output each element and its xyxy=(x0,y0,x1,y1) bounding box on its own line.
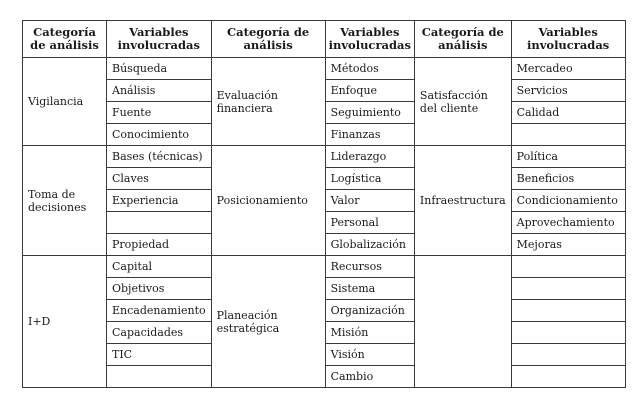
header-category-2: Categoría de análisis xyxy=(211,21,325,58)
variable-cell: Propiedad xyxy=(107,234,212,256)
header-variables-2: Variables involucradas xyxy=(325,21,414,58)
table-row xyxy=(23,58,626,80)
header-row xyxy=(23,21,626,58)
variable-cell xyxy=(107,366,212,388)
variable-cell: Logística xyxy=(325,168,414,190)
variable-cell xyxy=(511,344,625,366)
variable-cell xyxy=(511,300,625,322)
table-row xyxy=(23,256,626,278)
analysis-table xyxy=(22,20,626,388)
category-cell: Satisfacción del cliente xyxy=(414,58,511,146)
variable-cell xyxy=(511,256,625,278)
variable-cell: Sistema xyxy=(325,278,414,300)
variable-cell: Misión xyxy=(325,322,414,344)
variable-cell: Beneficios xyxy=(511,168,625,190)
header-category-3: Categoría de análisis xyxy=(414,21,511,58)
variable-cell: Conocimiento xyxy=(107,124,212,146)
category-cell xyxy=(414,256,511,388)
category-cell: I+D xyxy=(23,256,107,388)
variable-cell xyxy=(511,366,625,388)
category-cell: Infraestructura xyxy=(414,146,511,256)
variable-cell: Servicios xyxy=(511,80,625,102)
header-variables-1: Variables involucradas xyxy=(107,21,212,58)
variable-cell: Finanzas xyxy=(325,124,414,146)
variable-cell: Cambio xyxy=(325,366,414,388)
variable-cell: Aprovechamiento xyxy=(511,212,625,234)
variable-cell: Búsqueda xyxy=(107,58,212,80)
variable-cell: TIC xyxy=(107,344,212,366)
header-variables-3: Variables involucradas xyxy=(511,21,625,58)
table-body xyxy=(23,58,626,388)
header-category-1: Categoría de análisis xyxy=(23,21,107,58)
category-cell: Toma de decisiones xyxy=(23,146,107,256)
variable-cell: Bases (técnicas) xyxy=(107,146,212,168)
variable-cell: Experiencia xyxy=(107,190,212,212)
variable-cell xyxy=(511,124,625,146)
variable-cell: Valor xyxy=(325,190,414,212)
variable-cell: Claves xyxy=(107,168,212,190)
variable-cell: Mercadeo xyxy=(511,58,625,80)
variable-cell: Política xyxy=(511,146,625,168)
variable-cell: Capital xyxy=(107,256,212,278)
category-cell: Evaluación financiera xyxy=(211,58,325,146)
variable-cell: Análisis xyxy=(107,80,212,102)
variable-cell: Calidad xyxy=(511,102,625,124)
variable-cell: Mejoras xyxy=(511,234,625,256)
variable-cell xyxy=(511,322,625,344)
category-cell: Vigilancia xyxy=(23,58,107,146)
variable-cell: Enfoque xyxy=(325,80,414,102)
variable-cell xyxy=(511,278,625,300)
variable-cell: Objetivos xyxy=(107,278,212,300)
variable-cell: Seguimiento xyxy=(325,102,414,124)
variable-cell: Globalización xyxy=(325,234,414,256)
table-row xyxy=(23,146,626,168)
category-cell: Planeación estratégica xyxy=(211,256,325,388)
variable-cell: Fuente xyxy=(107,102,212,124)
variable-cell: Visión xyxy=(325,344,414,366)
variable-cell: Recursos xyxy=(325,256,414,278)
variable-cell: Métodos xyxy=(325,58,414,80)
variable-cell xyxy=(107,212,212,234)
variable-cell: Capacidades xyxy=(107,322,212,344)
variable-cell: Condicionamiento xyxy=(511,190,625,212)
variable-cell: Personal xyxy=(325,212,414,234)
variable-cell: Organización xyxy=(325,300,414,322)
variable-cell: Encadenamiento xyxy=(107,300,212,322)
variable-cell: Liderazgo xyxy=(325,146,414,168)
category-cell: Posicionamiento xyxy=(211,146,325,256)
